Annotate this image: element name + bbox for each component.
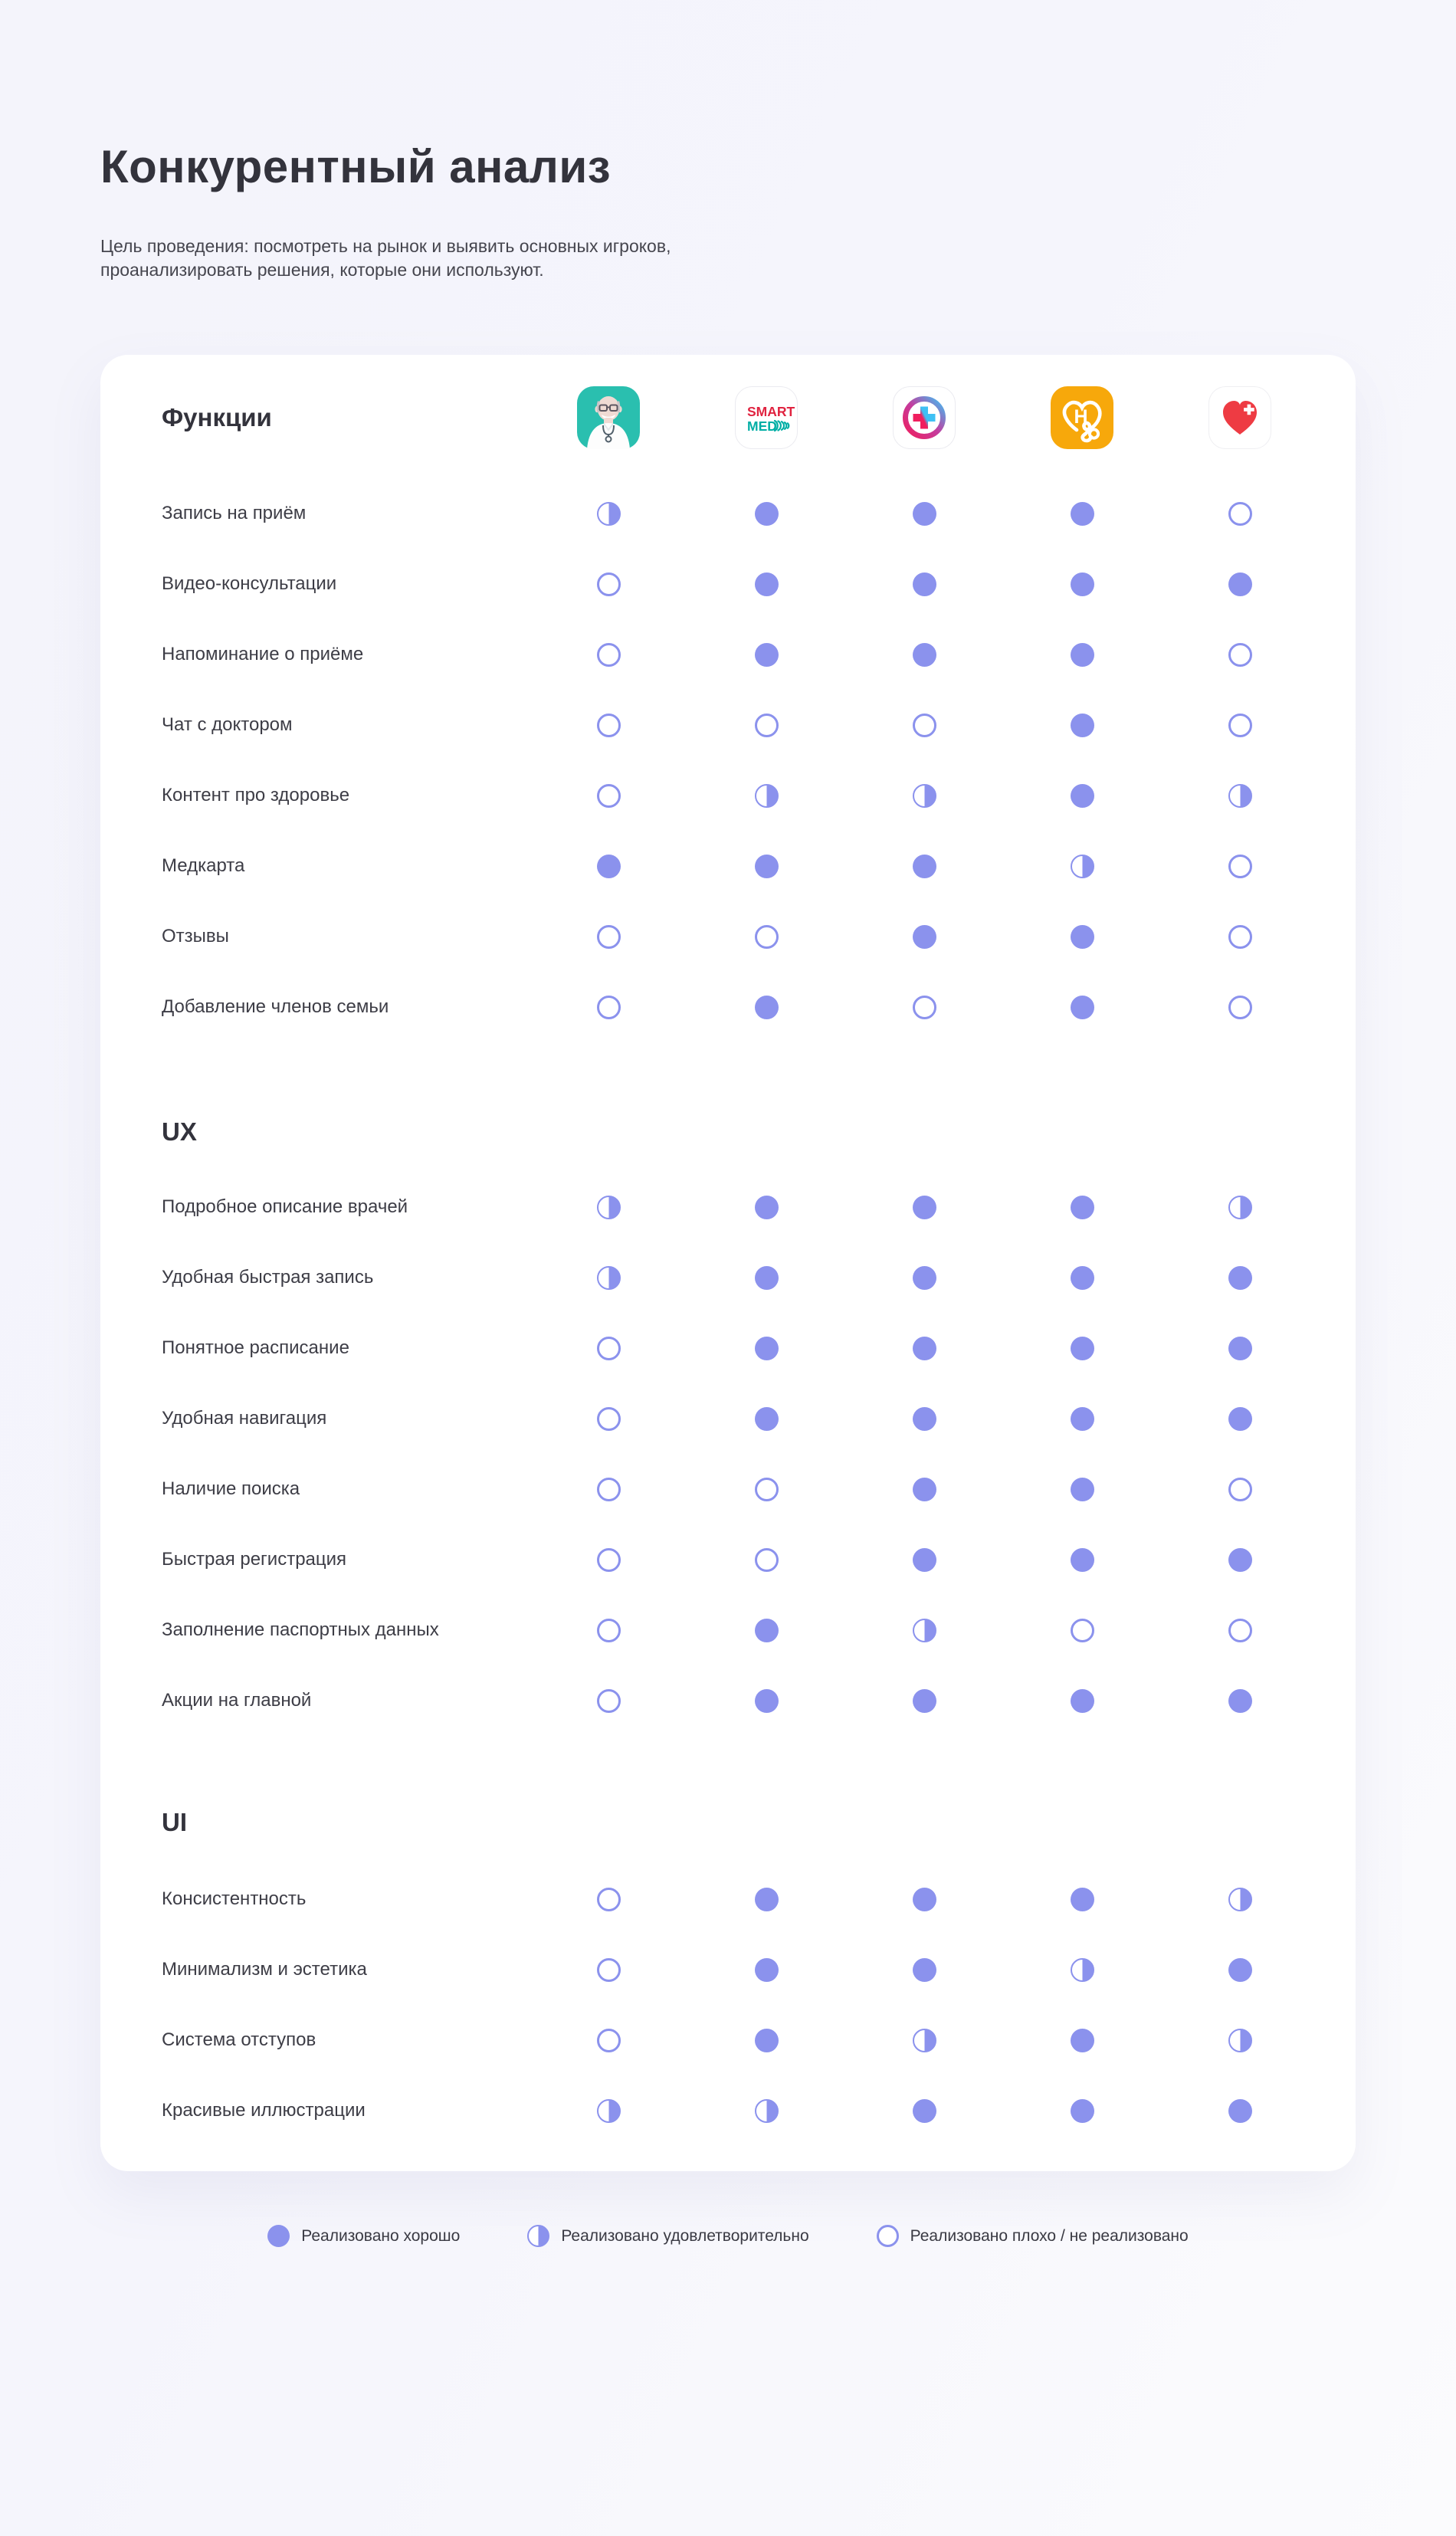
rating-circle-empty [1228, 1619, 1252, 1642]
rating-circle-full [755, 855, 779, 878]
rating-circle-full [1228, 572, 1252, 596]
rating-circle-full [913, 1548, 936, 1572]
legend-circle-full [267, 2225, 290, 2247]
feature-label: Консистентность [162, 1888, 307, 1909]
rating-circle-full [1071, 1407, 1094, 1431]
rating-circle-empty [1228, 714, 1252, 737]
rating-circle-full [1228, 1266, 1252, 1290]
feature-label: Запись на приём [162, 503, 307, 523]
rating-circle-empty [597, 1548, 621, 1572]
feature-row [100, 619, 1356, 690]
rating-circle-full [913, 1196, 936, 1219]
rating-circle-full [1071, 502, 1094, 526]
rating-circle-half [755, 2099, 779, 2123]
rating-circle-empty [1071, 1619, 1094, 1642]
feature-label: Понятное расписание [162, 1337, 349, 1358]
rating-circle-full [1228, 1689, 1252, 1713]
rating-circle-empty [755, 1478, 779, 1501]
rating-circle-empty [597, 1478, 621, 1501]
rating-circle-half [913, 1619, 936, 1642]
rating-circle-full [913, 1478, 936, 1501]
table-header-row [100, 385, 1356, 450]
analysis-card [100, 355, 1356, 2171]
smartmed-text-med: MED [747, 418, 777, 434]
feature-row [100, 901, 1356, 972]
rating-circle-full [1071, 1266, 1094, 1290]
rating-circle-empty [597, 996, 621, 1019]
feature-label: Видео-консультации [162, 573, 337, 594]
feature-row [100, 478, 1356, 549]
rating-circle-empty [1228, 502, 1252, 526]
rating-circle-half [1228, 1196, 1252, 1219]
feature-row [100, 1242, 1356, 1313]
feature-label: Быстрая регистрация [162, 1549, 347, 1570]
rating-circle-half [597, 1266, 621, 1290]
rating-circle-full [1071, 1888, 1094, 1911]
section-rows [100, 1172, 1356, 1736]
feature-row [100, 1665, 1356, 1736]
feature-label: Подробное описание врачей [162, 1196, 408, 1217]
page-subtitle: Цель проведения: посмотреть на рынок и выявить основных игроков, проанализировать решения, которые они используют. [100, 236, 671, 280]
rating-circle-half [913, 2029, 936, 2052]
rating-circle-full [755, 1689, 779, 1713]
rating-circle-half [597, 502, 621, 526]
rating-circle-empty [597, 1619, 621, 1642]
rating-circle-full [913, 1888, 936, 1911]
rating-circle-half [597, 1196, 621, 1219]
legend-circle-empty [877, 2225, 899, 2247]
rating-circle-full [755, 1407, 779, 1431]
section-rows [100, 1864, 1356, 2146]
rating-circle-empty [597, 784, 621, 808]
features-column-header: Функции [162, 403, 272, 431]
rating-circle-full [1228, 1958, 1252, 1982]
feature-row [100, 972, 1356, 1042]
feature-label: Медкарта [162, 855, 245, 876]
h-letter: H [1074, 406, 1088, 428]
rating-circle-full [1071, 784, 1094, 808]
legend-item [527, 2225, 808, 2247]
feature-row [100, 1313, 1356, 1383]
rating-circle-full [1228, 1407, 1252, 1431]
section-rows [100, 478, 1356, 1042]
feature-label: Добавление членов семьи [162, 996, 389, 1017]
rating-circle-full [1071, 714, 1094, 737]
feature-row [100, 1383, 1356, 1454]
rating-circle-full [755, 643, 779, 667]
feature-label: Акции на главной [162, 1690, 312, 1711]
rating-circle-empty [597, 1407, 621, 1431]
feature-row [100, 1172, 1356, 1242]
rating-circle-half [1228, 784, 1252, 808]
feature-row [100, 1595, 1356, 1665]
feature-row [100, 690, 1356, 760]
rating-circle-empty [597, 2029, 621, 2052]
feature-label: Заполнение паспортных данных [162, 1619, 439, 1640]
legend-circle-half [527, 2225, 549, 2247]
legend-label: Реализовано плохо / не реализовано [910, 2226, 1189, 2245]
rating-circle-empty [597, 714, 621, 737]
rating-circle-full [1071, 572, 1094, 596]
rating-circle-half [755, 784, 779, 808]
rating-circle-full [1071, 643, 1094, 667]
rating-circle-full [755, 1337, 779, 1360]
gradient-plus-icon [893, 386, 956, 449]
smartmed-text-smart: SMART [747, 404, 795, 419]
feature-label: Отзывы [162, 926, 229, 946]
feature-label: Красивые иллюстрации [162, 2100, 366, 2121]
rating-circle-full [913, 1689, 936, 1713]
rating-circle-half [1071, 855, 1094, 878]
rating-circle-empty [1228, 1478, 1252, 1501]
feature-sections [100, 478, 1356, 2146]
rating-circle-empty [755, 1548, 779, 1572]
rating-circle-empty [597, 643, 621, 667]
rating-circle-empty [1228, 925, 1252, 949]
section-heading-ux: UX [162, 1117, 197, 1146]
section-heading-ui: UI [162, 1808, 187, 1836]
rating-circle-empty [1228, 855, 1252, 878]
rating-circle-empty [597, 1958, 621, 1982]
legend-label: Реализовано удовлетворительно [561, 2226, 809, 2245]
rating-circle-full [913, 1407, 936, 1431]
feature-row [100, 831, 1356, 901]
rating-circle-empty [597, 1888, 621, 1911]
rating-circle-empty [755, 925, 779, 949]
rating-circle-full [755, 572, 779, 596]
feature-row [100, 1864, 1356, 1934]
rating-circle-empty [597, 1689, 621, 1713]
rating-circle-half [1228, 1888, 1252, 1911]
rating-circle-full [1228, 1548, 1252, 1572]
feature-row [100, 2075, 1356, 2146]
legend-label: Реализовано хорошо [301, 2226, 461, 2245]
feature-row [100, 2005, 1356, 2075]
heart-plus-icon [1208, 386, 1271, 449]
rating-circle-full [1071, 996, 1094, 1019]
feature-label: Система отступов [162, 2029, 316, 2050]
rating-circle-empty [597, 1337, 621, 1360]
rating-circle-full [913, 572, 936, 596]
rating-circle-full [755, 1266, 779, 1290]
rating-circle-full [755, 1196, 779, 1219]
rating-circle-full [913, 502, 936, 526]
rating-circle-full [755, 1619, 779, 1642]
rating-circle-full [755, 2029, 779, 2052]
rating-circle-full [913, 925, 936, 949]
feature-label: Чат с доктором [162, 714, 293, 735]
rating-circle-empty [913, 996, 936, 1019]
legend [0, 2225, 1456, 2247]
rating-circle-full [913, 1337, 936, 1360]
rating-circle-full [755, 1888, 779, 1911]
doctor-avatar-icon [577, 386, 640, 449]
rating-circle-full [1071, 2029, 1094, 2052]
legend-item [267, 2225, 460, 2247]
feature-label: Удобная быстрая запись [162, 1267, 374, 1288]
feature-label: Минимализм и эстетика [162, 1959, 367, 1980]
feature-label: Контент про здоровье [162, 785, 350, 805]
rating-circle-empty [1228, 996, 1252, 1019]
rating-circle-half [1071, 1958, 1094, 1982]
feature-label: Наличие поиска [162, 1478, 300, 1499]
rating-circle-full [913, 1958, 936, 1982]
h-heart-stethoscope-icon [1051, 386, 1113, 449]
rating-circle-full [913, 2099, 936, 2123]
rating-circle-full [1071, 925, 1094, 949]
feature-label: Удобная навигация [162, 1408, 327, 1429]
legend-item [877, 2225, 1189, 2247]
rating-circle-empty [913, 714, 936, 737]
rating-circle-full [1071, 2099, 1094, 2123]
rating-circle-full [1228, 1337, 1252, 1360]
rating-circle-full [913, 643, 936, 667]
page-title: Конкурентный анализ [100, 141, 612, 192]
rating-circle-full [1071, 1478, 1094, 1501]
rating-circle-full [1071, 1196, 1094, 1219]
feature-row [100, 760, 1356, 831]
rating-circle-empty [1228, 643, 1252, 667]
rating-circle-full [755, 502, 779, 526]
rating-circle-half [1228, 2029, 1252, 2052]
rating-circle-full [1071, 1548, 1094, 1572]
rating-circle-empty [755, 714, 779, 737]
feature-row [100, 1934, 1356, 2005]
smartmed-logo-icon [735, 386, 798, 449]
feature-row [100, 549, 1356, 619]
rating-circle-full [597, 855, 621, 878]
feature-label: Напоминание о приёме [162, 644, 364, 664]
rating-circle-half [913, 784, 936, 808]
feature-row [100, 1524, 1356, 1595]
rating-circle-full [755, 996, 779, 1019]
rating-circle-half [597, 2099, 621, 2123]
rating-circle-full [913, 855, 936, 878]
rating-circle-empty [597, 572, 621, 596]
rating-circle-full [1071, 1337, 1094, 1360]
rating-circle-full [913, 1266, 936, 1290]
feature-row [100, 1454, 1356, 1524]
rating-circle-full [1071, 1689, 1094, 1713]
rating-circle-full [755, 1958, 779, 1982]
rating-circle-empty [597, 925, 621, 949]
rating-circle-full [1228, 2099, 1252, 2123]
